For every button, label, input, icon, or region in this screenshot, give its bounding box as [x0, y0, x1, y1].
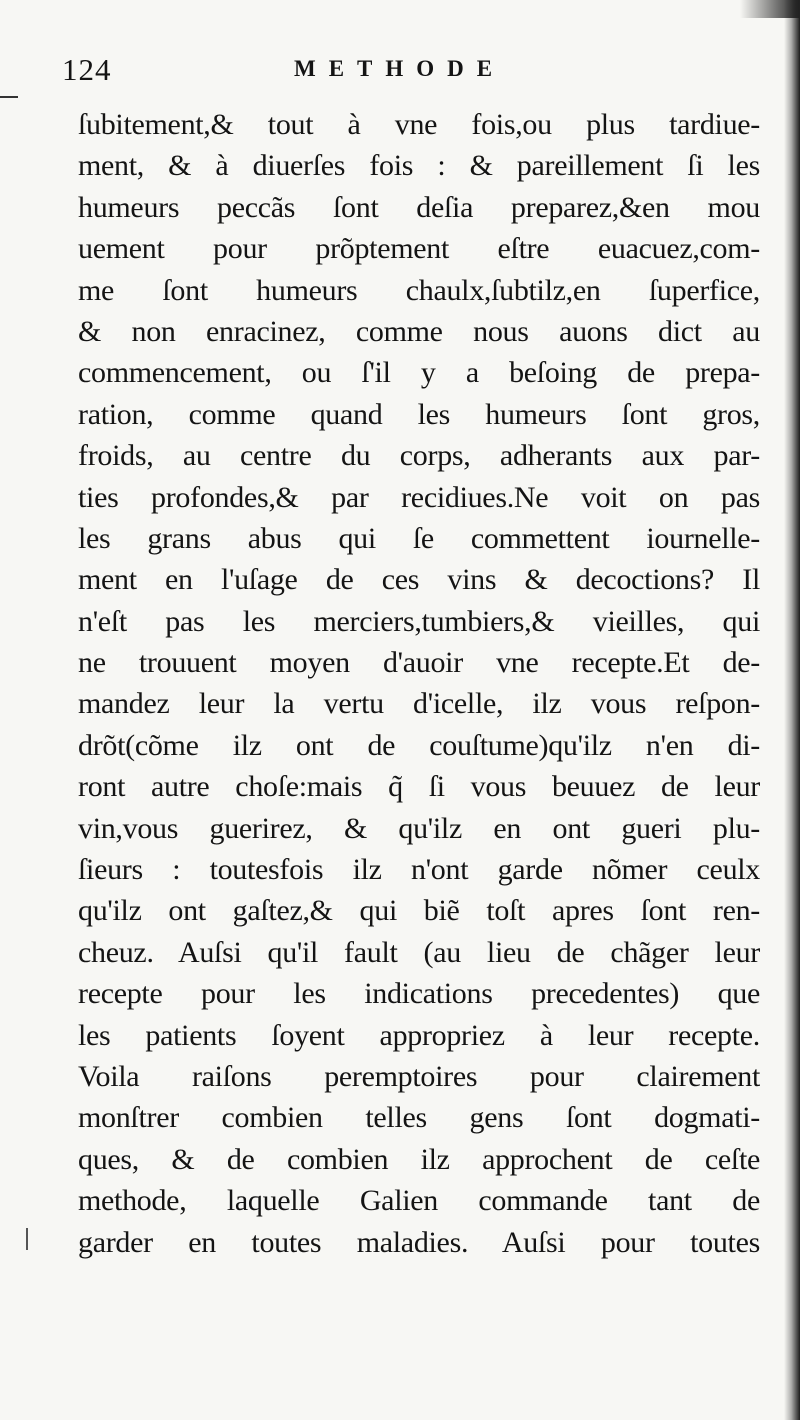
- text-line: n'eſt pas les merciers,tumbiers,& vieilles, qui: [78, 604, 760, 638]
- text-line: les patients ſoyent appropriez à leur recepte.: [78, 1018, 760, 1052]
- text-line: ront autre choſe:mais q̃ ſi vous beuuez de leur: [78, 770, 760, 804]
- text-line: & non enracinez, comme nous auons dict au: [78, 314, 760, 348]
- corner-shadow: [740, 0, 800, 18]
- page-header: [62, 52, 762, 92]
- margin-stray-mark: [26, 1228, 28, 1250]
- text-line: les grans abus qui ſe commettent iournelle-: [78, 521, 760, 555]
- margin-tick-mark: [0, 96, 18, 98]
- text-line: ſubitement,& tout à vne fois,ou plus tardiue-: [78, 108, 760, 141]
- text-line: ties profondes,& par recidiues.Ne voit on pas: [78, 480, 760, 514]
- text-line: vin,vous guerirez, & qu'ilz en ont gueri plu-: [78, 811, 760, 845]
- text-line: methode, laquelle Galien commande tant de: [78, 1184, 760, 1218]
- text-line: uement pour prõptement eſtre euacuez,com-: [78, 232, 760, 266]
- text-line: garder en toutes maladies. Auſsi pour toutes: [78, 1225, 760, 1259]
- text-line: humeurs peccãs ſont deſia preparez,&en mou: [78, 190, 760, 224]
- text-line: ne trouuent moyen d'auoir vne recepte.Et de-: [78, 646, 760, 680]
- page-number: 124: [62, 52, 112, 87]
- text-line: ment, & à diuerſes fois : & pareillement ſi les: [78, 149, 760, 183]
- text-line: qu'ilz ont gaſtez,& qui biẽ toſt apres ſont ren-: [78, 894, 760, 928]
- text-line: mandez leur la vertu d'icelle, ilz vous reſpon-: [78, 687, 760, 721]
- text-line: ques, & de combien ilz approchent de ceſte: [78, 1142, 760, 1176]
- text-line: froids, au centre du corps, adherants aux par-: [78, 439, 760, 473]
- text-line: commencement, ou ſ'il y a beſoing de prepa-: [78, 356, 760, 390]
- text-line: me ſont humeurs chaulx,ſubtilz,en ſuperfice,: [78, 273, 760, 307]
- text-line: cheuz. Auſsi qu'il fault (au lieu de chãger leur: [78, 935, 760, 969]
- text-line: ſieurs : toutesfois ilz n'ont garde nõmer ceulx: [78, 853, 760, 887]
- text-line: drõt(cõme ilz ont de couſtume)qu'ilz n'en di-: [78, 728, 760, 762]
- text-line: recepte pour les indications precedentes) que: [78, 977, 760, 1011]
- text-line: monſtrer combien telles gens ſont dogmati-: [78, 1101, 760, 1135]
- running-head: METHODE: [294, 56, 506, 81]
- text-line: Voila raiſons peremptoires pour clairement: [78, 1059, 760, 1093]
- text-line: ration, comme quand les humeurs ſont gros,: [78, 397, 760, 431]
- text-line: ment en l'uſage de ces vins & decoctions? Il: [78, 563, 760, 597]
- page-spine-shadow: [784, 0, 800, 1420]
- body-text: [78, 104, 760, 1263]
